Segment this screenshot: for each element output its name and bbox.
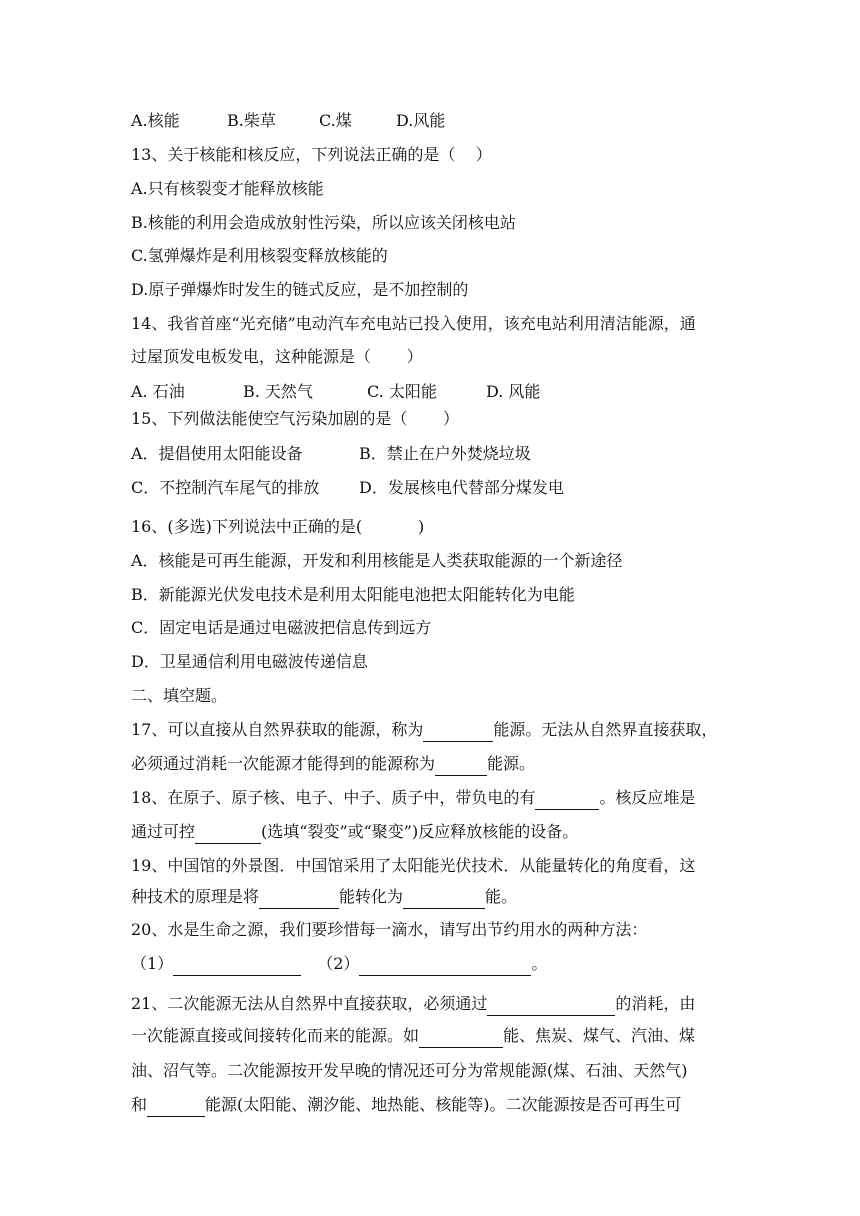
q18-blank-1[interactable]: [535, 787, 599, 810]
q16-option-c: C．固定电话是通过电磁波把信息传到远方: [131, 618, 432, 637]
q21-blank-3[interactable]: [147, 1094, 205, 1117]
q20-text-d: 。: [531, 954, 548, 973]
q20-line1: 20、水是生命之源，我们要珍惜每一滴水，请写出节约用水的两种方法：: [131, 920, 648, 939]
q15-option-c: C．不控制汽车尾气的排放: [131, 478, 320, 497]
q20-text-b: （1）: [131, 954, 174, 973]
q21-text-b: 的消耗，由: [615, 994, 696, 1013]
q18-text-b: 。核反应堆是: [599, 788, 696, 807]
q15-option-a: A．提倡使用太阳能设备: [131, 444, 303, 463]
q14-option-d: D. 风能: [486, 382, 541, 401]
q21-text-d: 能、焦炭、煤气、汽油、煤: [503, 1026, 696, 1045]
q18-line2: [131, 821, 731, 844]
q17-text-b: 能源。无法从自然界直接获取，: [493, 720, 718, 739]
q17-text-c: 必须通过消耗一次能源才能得到的能源称为: [131, 754, 436, 773]
q15-options-row1: [131, 443, 731, 465]
q12-option-b: B.柴草: [227, 111, 276, 130]
q20-text-c: （2）: [317, 954, 360, 973]
q17-text-a: 17、可以直接从自然界获取的能源，称为: [131, 720, 424, 739]
q13-stem: 13、关于核能和核反应，下列说法正确的是（ ）: [131, 145, 492, 164]
q14-options: [131, 381, 731, 403]
q16-option-d: D．卫星通信利用电磁波传递信息: [131, 652, 368, 671]
q20-blank-2[interactable]: [359, 953, 531, 976]
q15-stem: 15、下列做法能使空气污染加剧的是（ ）: [131, 409, 459, 428]
q12-options: [131, 110, 731, 132]
q13-option-c: C.氢弹爆炸是利用核裂变释放核能的: [131, 246, 388, 265]
q21-text-a: 21、二次能源无法从自然界中直接获取，必须通过: [131, 994, 488, 1013]
q13-option-a: A.只有核裂变才能释放核能: [131, 179, 324, 198]
q14-option-a: A. 石油: [131, 382, 185, 401]
q18-text-c: 通过可控: [131, 822, 196, 841]
q21-text-g: 能源(太阳能、潮汐能、地热能、核能等)。二次能源按是否可再生可: [205, 1095, 682, 1114]
q19-line2: [131, 886, 731, 909]
q12-option-c: C.煤: [319, 111, 352, 130]
q18-text-d: (选填“裂变”或“聚变”)反应释放核能的设备。: [261, 822, 579, 841]
q19-text-b: 种技术的原理是将: [131, 887, 260, 906]
q19-text-c: 能转化为: [339, 887, 404, 906]
q17-text-d: 能源。: [487, 754, 536, 773]
q16-option-b: B．新能源光伏发电技术是利用太阳能电池把太阳能转化为电能: [131, 585, 575, 604]
q21-text-f: 和: [131, 1095, 148, 1114]
q18-blank-2[interactable]: [195, 821, 261, 844]
q15-option-b: B．禁止在户外焚烧垃圾: [359, 444, 531, 463]
q14-stem-line2: 过屋顶发电板发电，这种能源是（ ）: [131, 347, 423, 366]
q15-options-row2: [131, 477, 731, 499]
q17-line2: [131, 753, 731, 776]
q19-line1: 19、中国馆的外景图．中国馆采用了太阳能光伏技术．从能量转化的角度看，这: [131, 856, 696, 875]
q16-stem: 16、(多选)下列说法中正确的是( ): [131, 517, 425, 536]
q19-blank-2[interactable]: [403, 886, 485, 909]
q15-option-d: D．发展核电代替部分煤发电: [359, 478, 564, 497]
q21-blank-2[interactable]: [419, 1025, 503, 1048]
section-fill-in-heading: 二、填空题。: [131, 686, 228, 705]
q21-line1: [131, 993, 731, 1016]
q21-line3: 油、沼气等。二次能源按开发早晚的情况还可分为常规能源(煤、石油、天然气): [131, 1061, 688, 1080]
q14-option-b: B. 天然气: [243, 382, 313, 401]
q21-text-c: 一次能源直接或间接转化而来的能源。如: [131, 1026, 420, 1045]
q13-option-b: B.核能的利用会造成放射性污染，所以应该关闭核电站: [131, 213, 516, 232]
q21-line2: [131, 1025, 731, 1048]
q14-stem-line1: 14、我省首座“光充储”电动汽车充电站已投入使用，该充电站利用清洁能源，通: [131, 314, 696, 333]
q13-option-d: D.原子弹爆炸时发生的链式反应，是不加控制的: [131, 280, 469, 299]
q17-blank-2[interactable]: [435, 753, 487, 776]
q19-text-d: 能。: [485, 887, 518, 906]
q19-blank-1[interactable]: [259, 886, 339, 909]
q17-line1: [131, 719, 731, 742]
q16-option-a: A．核能是可再生能源，开发和利用核能是人类获取能源的一个新途径: [131, 551, 623, 570]
q18-text-a: 18、在原子、原子核、电子、中子、质子中，带负电的有: [131, 788, 536, 807]
q12-option-a: A.核能: [131, 111, 180, 130]
q20-line2: [131, 953, 731, 976]
q20-blank-1[interactable]: [173, 953, 301, 976]
q17-blank-1[interactable]: [423, 719, 493, 742]
q18-line1: [131, 787, 731, 810]
q12-option-d: D.风能: [396, 111, 446, 130]
q21-blank-1[interactable]: [487, 993, 615, 1016]
q21-line4: [131, 1094, 731, 1117]
q14-option-c: C. 太阳能: [367, 382, 437, 401]
